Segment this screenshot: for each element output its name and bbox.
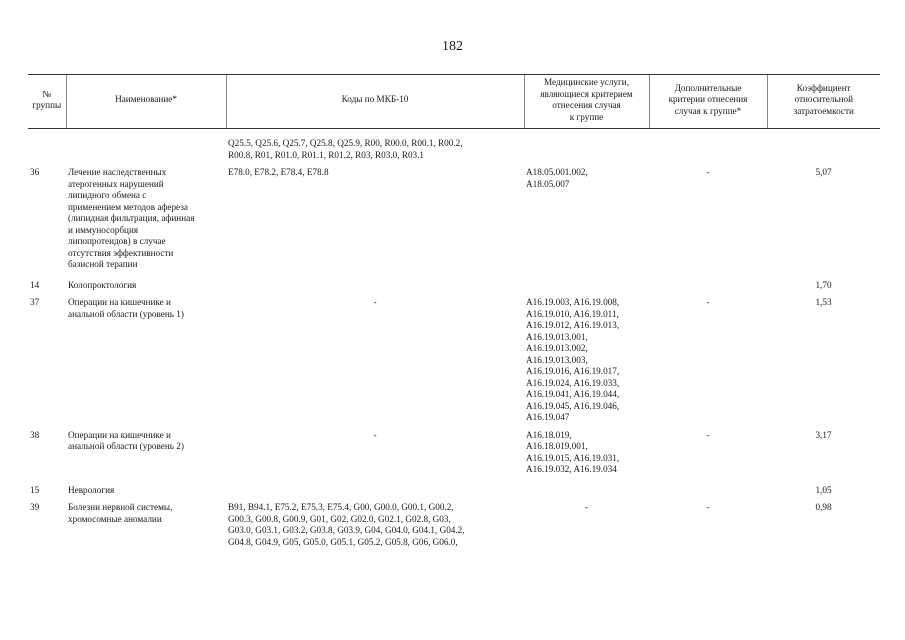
header-group-no: № группы — [28, 75, 66, 129]
cell-icd-codes: B91, B94.1, E75.2, E75.3, E75.4, G00, G00.0, G00.1, G00.2, G00.3, G00.8, G00.9, G01, G02, G02.0, G02.1, G02.8, G03, G03.0, G03.1, G03.2, G03.8, G03.9, G04, G04.0, G04.1, G04.2, G04.8, G04.9, G05, G05.0, G05.1, G05.2, G05.8, G06, G06.0, — [228, 502, 465, 547]
cell-extra-criteria: - — [706, 429, 710, 440]
cell-group-no: 15 — [30, 484, 40, 495]
cell-icd-codes: - — [373, 429, 377, 440]
cell-extra-criteria: - — [706, 167, 710, 177]
table-row — [28, 297, 880, 424]
cell-icd-codes: - — [373, 297, 377, 307]
header-services: Медицинские услуги, являющиеся критерием отнесения случая к группе — [524, 75, 649, 129]
cell-group-no: 36 — [30, 167, 40, 177]
cell-extra-criteria — [649, 485, 767, 497]
cell-coefficient: 1,70 — [815, 279, 832, 290]
cell-name: Операции на кишечнике и анальной области (уровень 1) — [68, 297, 184, 319]
cell-services: A16.18.019, A16.18.019.001, A16.19.015, A16.19.031, A16.19.032, A16.19.034 — [526, 429, 620, 474]
cell-name: Колопроктология — [68, 279, 137, 290]
cell-name: Лечение наследственных атерогенных нарушений липидного обмена с применением методов афереза (липидная фильтрация, афинная и иммуносорбция липопротеидов) в случае отсутствия эффективности базисной терапии — [68, 167, 195, 269]
table-row — [28, 167, 880, 271]
cell-services: A18.05.001.002, A18.05.007 — [526, 167, 588, 189]
cell-extra-criteria: - — [706, 297, 710, 307]
cell-icd-codes — [226, 280, 524, 292]
cell-group-no: 39 — [30, 502, 40, 512]
table-header — [28, 75, 880, 129]
tariff-groups-table — [28, 74, 880, 548]
page-number: 182 — [442, 39, 463, 54]
cell-icd-codes: Q25.5, Q25.6, Q25.7, Q25.8, Q25.9, R00, R00.0, R00.1, R00.2, R00.8, R01, R01.0, R01.1, R01.2, R03, R03.0, R03.1 — [228, 138, 463, 160]
cell-services — [524, 280, 649, 292]
header-extra-criteria: Дополнительные критерии отнесения случая к группе* — [649, 75, 767, 129]
header-coefficient: Коэффициент относительной затратоемкости — [767, 75, 880, 129]
cell-icd-codes: E78.0, E78.2, E78.4, E78.8 — [228, 167, 329, 177]
cell-name: Неврология — [68, 484, 115, 495]
cell-coefficient: 1,53 — [815, 297, 832, 307]
header-name: Наименование* — [66, 75, 226, 129]
cell-group-no: 14 — [30, 279, 40, 290]
cell-coefficient: 5,07 — [815, 167, 832, 177]
cell-coefficient: 0,98 — [815, 502, 832, 512]
cell-services: - — [584, 502, 589, 512]
table-row-continuation — [28, 138, 880, 161]
cell-name: Операции на кишечнике и анальной области (уровень 2) — [68, 429, 184, 451]
cell-extra-criteria — [649, 280, 767, 292]
cell-coefficient: 1,05 — [815, 484, 832, 495]
cell-group-no: 38 — [30, 429, 40, 440]
table-row — [28, 280, 880, 292]
cell-icd-codes — [226, 485, 524, 497]
table-row — [28, 485, 880, 497]
cell-coefficient: 3,17 — [815, 429, 832, 440]
table-row — [28, 502, 880, 548]
cell-extra-criteria: - — [706, 502, 710, 512]
cell-name: Болезни нервной системы, хромосомные аномалии — [68, 502, 173, 524]
cell-services: A16.19.003, A16.19.008, A16.19.010, A16.19.011, A16.19.012, A16.19.013, A16.19.013.001, A16.19.013.002, A16.19.013.003, A16.19.016, A16.19.017, A16.19.024, A16.19.033, A16.19.041, A16.19.044, A16.19.045, A16.19.046, A16.19.047 — [526, 297, 620, 422]
cell-group-no: 37 — [30, 297, 40, 307]
header-icd-codes: Коды по МКБ-10 — [226, 75, 524, 129]
table-row — [28, 430, 880, 476]
cell-services — [524, 485, 649, 497]
